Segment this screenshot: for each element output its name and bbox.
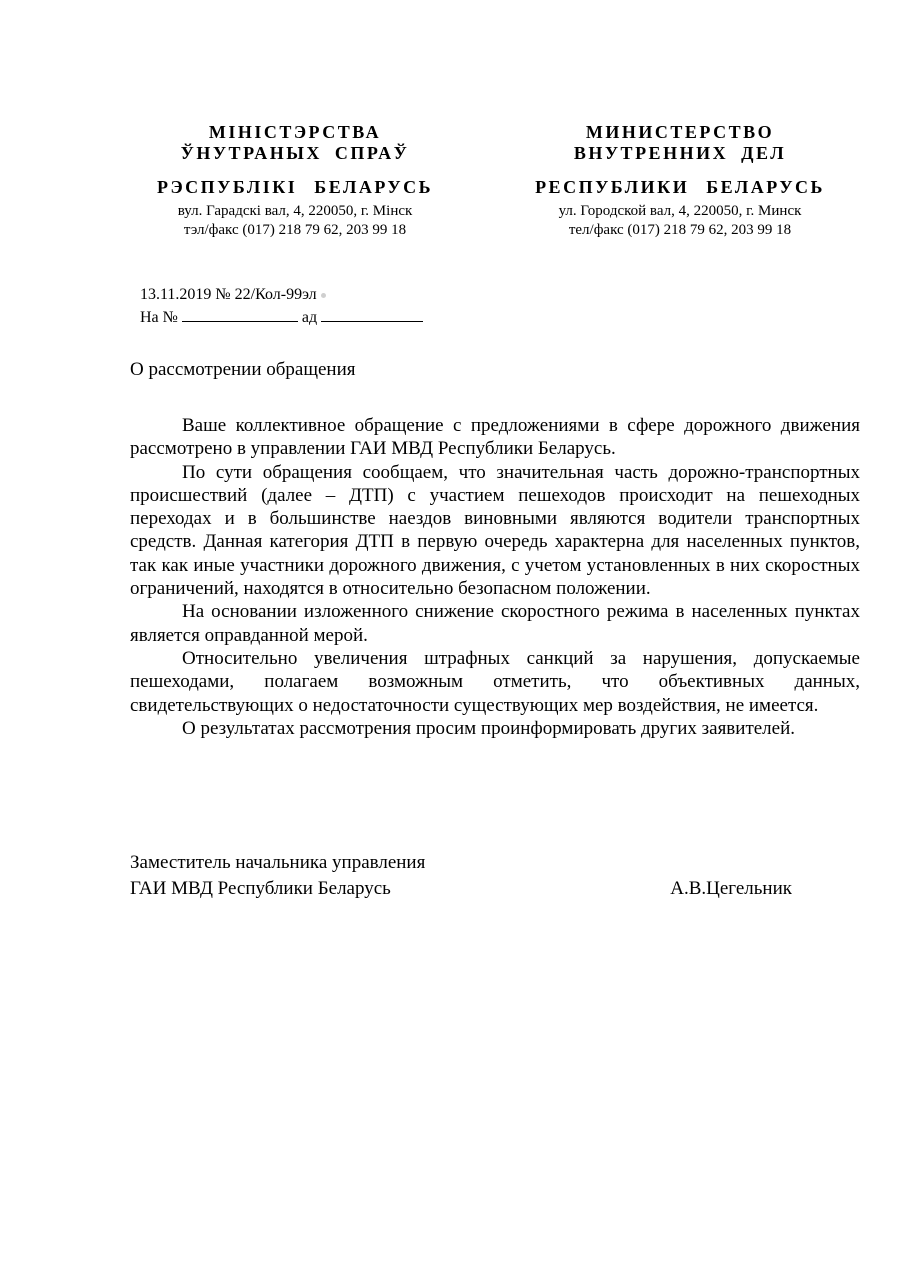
phone-ru: тел/факс (017) 218 79 62, 203 99 18 bbox=[568, 222, 792, 238]
phone-be: тэл/факс (017) 218 79 62, 203 99 18 bbox=[183, 222, 407, 238]
letterhead-belarusian bbox=[130, 122, 460, 240]
country-name-ru: РЕСПУБЛИКИ БЕЛАРУСЬ bbox=[535, 177, 825, 197]
letter-body bbox=[130, 414, 860, 740]
signature-block bbox=[130, 850, 860, 902]
document-date-number: 13.11.2019 № 22/Кол-99эл bbox=[140, 286, 317, 303]
ministry-name-be-line2: ЎНУТРАНЫХ СПРАЎ bbox=[180, 143, 410, 163]
body-paragraph: По сути обращения сообщаем, что значительная часть дорожно-транспортных происшествий (далее – ДТП) с участием пешеходов происходит на пешеходных переходах и в большинстве наездов виновными являются водители транспортных средств. Данная категория ДТП в первую очередь характерна для населенных пунктов, так как иные участники дорожного движения, с учетом установленных в них скоростных ограничений, находятся в относительно безопасном положении. bbox=[130, 461, 860, 600]
letterhead-russian bbox=[510, 122, 850, 240]
country-name-be: РЭСПУБЛІКІ БЕЛАРУСЬ bbox=[156, 177, 434, 197]
body-paragraph: Относительно увеличения штрафных санкций за нарушения, допускаемые пешеходами, полагаем возможным отметить, что объективных данных, свидетельствующих о недостаточности существующих мер воздействия, не имеется. bbox=[130, 647, 860, 716]
ref-middle: ад bbox=[301, 309, 318, 326]
ministry-name-be-line1: МІНІСТЭРСТВА bbox=[208, 122, 382, 142]
signer-position-line1: Заместитель начальника управления bbox=[130, 852, 426, 873]
letter-subject: О рассмотрении обращения bbox=[130, 359, 356, 380]
body-paragraph: На основании изложенного снижение скоростного режима в населенных пунктах является оправданной мерой. bbox=[130, 601, 860, 646]
body-paragraph: О результатах рассмотрения просим проинформировать других заявителей. bbox=[182, 717, 796, 739]
address-be: вул. Гарадскі вал, 4, 220050, г. Мінск bbox=[177, 203, 413, 219]
address-ru: ул. Городской вал, 4, 220050, г. Минск bbox=[558, 203, 802, 219]
ministry-name-ru-line2: ВНУТРЕННИХ ДЕЛ bbox=[573, 143, 787, 163]
ref-number-blank bbox=[182, 306, 298, 322]
signer-name: А.В.Цегельник bbox=[670, 878, 792, 899]
ministry-name-ru-line1: МИНИСТЕРСТВО bbox=[585, 122, 775, 142]
body-paragraph: Ваше коллективное обращение с предложениями в сфере дорожного движения рассмотрено в управлении ГАИ МВД Республики Беларусь. bbox=[130, 415, 860, 460]
ref-prefix: На № bbox=[140, 309, 178, 326]
stamp-dot-icon bbox=[321, 293, 326, 298]
ref-date-blank bbox=[321, 306, 423, 322]
registration-block bbox=[140, 284, 423, 329]
signer-position-line2: ГАИ МВД Республики Беларусь bbox=[130, 878, 391, 899]
